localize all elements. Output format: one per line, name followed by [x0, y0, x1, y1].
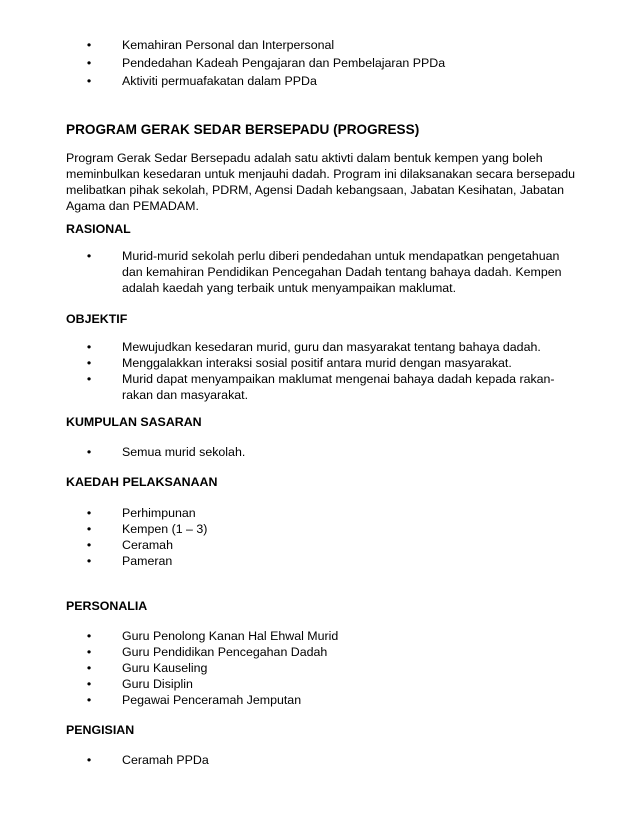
list-item: Mewujudkan kesedaran murid, guru dan masyarakat tentang bahaya dadah.	[122, 340, 541, 354]
paragraph-line: melibatkan pihak sekolah, PDRM, Agensi Dadah kebangsaan, Jabatan Kesihatan, Jabatan	[66, 183, 565, 197]
list-item-continuation: rakan dan masyarakat.	[122, 388, 249, 402]
bullet: •	[86, 38, 92, 52]
bullet: •	[86, 645, 92, 659]
list-item: Aktiviti permuafakatan dalam PPDa	[122, 74, 317, 88]
list-item: Semua murid sekolah.	[122, 445, 246, 459]
section-title-program: PROGRAM GERAK SEDAR BERSEPADU (PROGRESS)	[66, 122, 420, 137]
list-item: Murid dapat menyampaikan maklumat mengenai bahaya dadah kepada rakan-	[122, 372, 555, 386]
list-item-line: adalah kaedah yang terbaik untuk menyampaikan maklumat.	[122, 281, 457, 295]
bullet: •	[86, 693, 92, 707]
bullet: •	[86, 753, 92, 767]
list-item: Perhimpunan	[122, 506, 196, 520]
bullet: •	[86, 372, 92, 386]
list-item: Pameran	[122, 554, 173, 568]
heading-rasional: RASIONAL	[66, 222, 131, 236]
bullet: •	[86, 538, 92, 552]
list-item-line: dan kemahiran Pendidikan Pencegahan Dadah tentang bahaya dadah. Kempen	[122, 265, 562, 279]
bullet: •	[86, 629, 92, 643]
bullet: •	[86, 677, 92, 691]
list-item: Guru Pendidikan Pencegahan Dadah	[122, 645, 328, 659]
list-item: Guru Disiplin	[122, 677, 193, 691]
heading-pengisian: PENGISIAN	[66, 723, 135, 737]
bullet: •	[86, 506, 92, 520]
bullet: •	[86, 554, 92, 568]
bullet: •	[86, 56, 92, 70]
list-item: Pegawai Penceramah Jemputan	[122, 693, 302, 707]
list-item: Guru Penolong Kanan Hal Ehwal Murid	[122, 629, 339, 643]
list-item: Pendedahan Kadeah Pengajaran dan Pembelajaran PPDa	[122, 56, 446, 70]
list-item-line: Murid-murid sekolah perlu diberi pendedahan untuk mendapatkan pengetahuan	[122, 249, 560, 263]
bullet: •	[86, 356, 92, 370]
bullet: •	[86, 522, 92, 536]
paragraph-line: Agama dan PEMADAM.	[66, 199, 199, 213]
bullet: •	[86, 340, 92, 354]
bullet: •	[86, 661, 92, 675]
paragraph-line: meminbulkan kesedaran untuk menjauhi dadah. Program ini dilaksanakan secara bersepadu	[66, 167, 576, 181]
list-item: Kemahiran Personal dan Interpersonal	[122, 38, 335, 52]
paragraph-line: Program Gerak Sedar Bersepadu adalah satu aktivti dalam bentuk kempen yang boleh	[66, 151, 543, 165]
bullet: •	[86, 445, 92, 459]
list-item: Ceramah PPDa	[122, 753, 209, 767]
list-item: Guru Kauseling	[122, 661, 208, 675]
heading-kumpulan-sasaran: KUMPULAN SASARAN	[66, 415, 202, 429]
list-item: Ceramah	[122, 538, 173, 552]
heading-personalia: PERSONALIA	[66, 599, 148, 613]
list-item: Menggalakkan interaksi sosial positif antara murid dengan masyarakat.	[122, 356, 512, 370]
list-item: Kempen (1 – 3)	[122, 522, 208, 536]
heading-kaedah-pelaksanaan: KAEDAH PELAKSANAAN	[66, 475, 218, 489]
bullet: •	[86, 74, 92, 88]
heading-objektif: OBJEKTIF	[66, 312, 128, 326]
bullet: •	[86, 249, 92, 263]
